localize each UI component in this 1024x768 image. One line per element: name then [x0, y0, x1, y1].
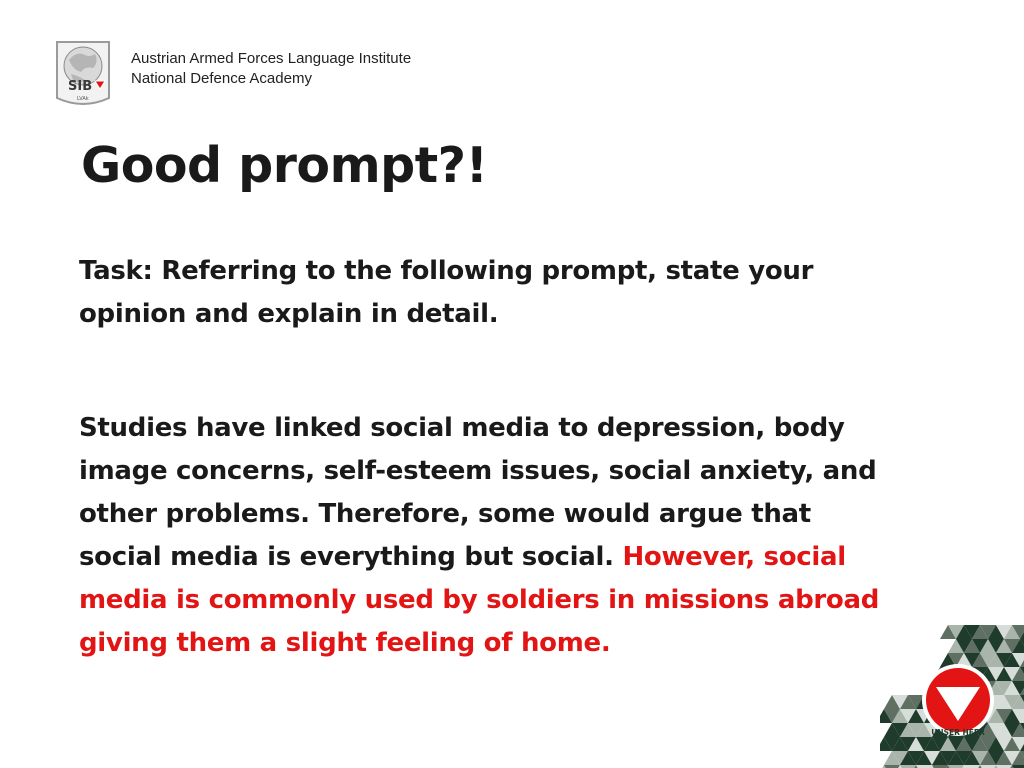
prompt-line-1: Studies have linked social media to depression, body	[79, 413, 845, 443]
sib-globe-logo-icon	[55, 40, 111, 108]
prompt-text	[79, 407, 979, 665]
institute-header	[131, 49, 411, 89]
academy-name: National Defence Academy	[131, 70, 312, 87]
prompt-highlight-1: However, social	[622, 542, 846, 572]
prompt-line-3: other problems. Therefore, some would argue that	[79, 499, 811, 529]
logo-subtext: LVAk	[77, 96, 89, 102]
emblem-text: UNSER HEER	[931, 728, 985, 737]
prompt-highlight-3: giving them a slight feeling of home.	[79, 628, 611, 658]
prompt-line-2: image concerns, self-esteem issues, social anxiety, and	[79, 456, 877, 486]
task-line-2: opinion and explain in detail.	[79, 299, 499, 329]
prompt-line-4: social media is everything but social.	[79, 542, 614, 572]
logo-text: SIB	[68, 79, 93, 94]
task-instruction	[79, 250, 979, 336]
task-line-1: Task: Referring to the following prompt, state your	[79, 256, 814, 286]
institute-name: Austrian Armed Forces Language Institute	[131, 50, 412, 67]
page-title: Good prompt?!	[81, 137, 488, 194]
unser-heer-triangle-emblem-icon	[880, 625, 1024, 768]
prompt-highlight-2: media is commonly used by soldiers in missions abroad	[79, 585, 880, 615]
